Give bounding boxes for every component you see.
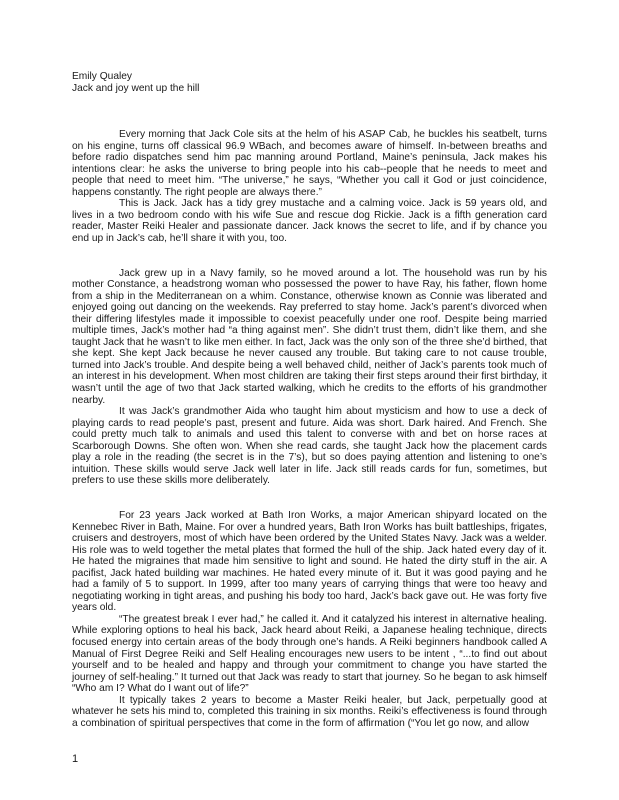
- document-body: [72, 71, 547, 729]
- section-career: [72, 510, 547, 729]
- paragraph: It was Jack’s grandmother Aida who taught him about mysticism and how to use a deck of playing cards to read people’s past, present and future. Aida was short. Dark haired. And French. She could pretty much talk to animals and used this talent to converse with and bet on horse races at Scarborough Downs. She often won. When she read cards, she taught Jack how the placement cards play a role in the reading (the secret is in the 7’s), but so does paying attention and listening to one’s intuition. These skills would serve Jack well later in life. Jack still reads cards for fun, sometimes, but prefers to use these skills more deliberately.: [72, 406, 547, 487]
- document-title: Jack and joy went up the hill: [72, 82, 200, 94]
- paragraph: “The greatest break I ever had,” he called it. And it catalyzed his interest in alternative healing. While exploring options to heal his back, Jack heard about Reiki, a Japanese healing technique, directs focused energy into certain areas of the body through one’s hands. A Reiki beginners handbook called A Manual of First Degree Reiki and Self Healing encourages new users to be intent , “...to find out about yourself and to be healed and happy and through your commitment to change you have started the journey of self-healing.” It turned out that Jack was ready to start that journey. So he began to ask himself “Who am I? What do I want out of life?”: [72, 613, 547, 695]
- author-name: Emily Qualey: [72, 71, 133, 82]
- paragraph: Jack grew up in a Navy family, so he moved around a lot. The household was run by his mother Constance, a headstrong woman who possessed the power to have Ray, his father, flown home from a ship in the Mediterranean on a whim. Constance, otherwise known as Connie was liberated and enjoyed going out dancing on the weekends. Ray preferred to stay home. Jack’s parent’s divorced when their differing lifestyles made it impossible to coexist peacefully under one roof. Despite being married multiple times, Jack’s mother had “a thing against men”. She didn’t trust them, didn’t like them, and she taught Jack that he wasn’t to like men either. In fact, Jack was the only son of the three she’d birthed, that she kept. She kept Jack because he never caused any trouble. But taking care to not cause trouble, turned into Jack’s trouble. And despite being a well behaved child, neither of Jack’s parents took much of an interest in his development. When most children are taking their first steps around their first birthday, it wasn’t until the age of two that Jack started walking, which he credits to the efforts of his grandmother nearby.: [72, 267, 547, 406]
- section-childhood: [72, 268, 547, 487]
- spacer: [72, 94, 547, 129]
- paragraph: For 23 years Jack worked at Bath Iron Works, a major American shipyard located on the Kennebec River in Bath, Maine. For over a hundred years, Bath Iron Works has built battleships, frigates, cruisers and destroyers, most of which have been ordered by the United States Navy. Jack was a welder. His role was to weld together the metal plates that formed the hull of the ship. Jack hated every day of it. He hated the migraines that made him sensitive to light and sound. He hated the dirty stuff in the air. A pacifist, Jack hated building war machines. He hated every minute of it. But it was good paying and he had a family of 5 to support. In 1999, after too many years of carrying things that were too heavy and negotiating working in tight areas, and pushing his body too hard, Jack’s back gave out. He was forty five years old.: [72, 509, 547, 614]
- spacer: [72, 487, 547, 510]
- paragraph: Every morning that Jack Cole sits at the helm of his ASAP Cab, he buckles his seatbelt, turns on his engine, turns off classical 96.9 WBach, and becomes aware of himself. In-between breaths and before radio dispatches send him pac manning around Portland, Maine’s peninsula, Jack makes his intentions clear: he asks the universe to bring people into his cab--people that he needs to meet and people that need to meet him. “The universe,” he says, “Whether you call it God or just coincidence, happens constantly. The right people are always there.”: [72, 129, 547, 198]
- page-number: 1: [72, 753, 79, 765]
- paragraph: It typically takes 2 years to become a Master Reiki healer, but Jack, perpetually good at whatever he sets his mind to, completed this training in six months. Reiki’s effectiveness is found through a combination of spiritual perspectives that come in the form of affirmation (“You let go now, and allow: [72, 694, 547, 729]
- paragraph: This is Jack. Jack has a tidy grey mustache and a calming voice. Jack is 59 years old, and lives in a two bedroom condo with his wife Sue and rescue dog Rickie. Jack is a fifth generation card reader, Master Reiki Healer and passionate dancer. Jack knows the secret to life, and if by chance you end up in Jack’s cab, he’ll share it with you, too.: [72, 198, 547, 245]
- section-intro: [72, 129, 547, 244]
- spacer: [72, 245, 547, 268]
